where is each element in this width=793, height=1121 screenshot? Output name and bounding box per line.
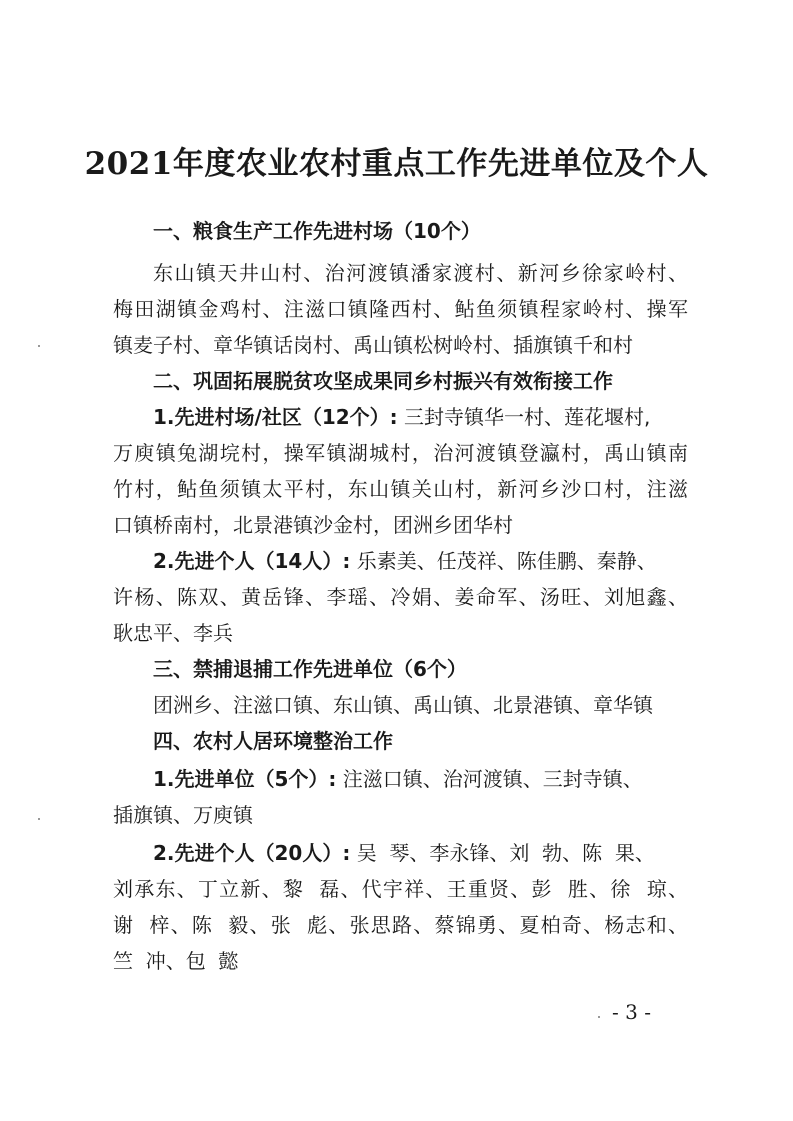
section-2-para-2-line-3: 耿忠平、李兵 <box>113 621 233 645</box>
section-1-line-1: 东山镇天井山村、治河渡镇潘家渡村、新河乡徐家岭村、 <box>153 261 688 285</box>
section-4-para-2-label: 2.先进个人（20人）: <box>153 841 351 865</box>
section-4-para-1-line-1 <box>153 764 688 794</box>
section-2-heading: 二、巩固拓展脱贫攻坚成果同乡村振兴有效衔接工作 <box>153 369 613 393</box>
section-3-heading: 三、禁捕退捕工作先进单位（6个） <box>153 657 467 681</box>
section-2-para-2-text: 乐素美、任茂祥、陈佳鹏、秦静、 <box>356 549 657 573</box>
section-2-para-2-label: 2.先进个人（14人）: <box>153 549 351 573</box>
section-4-para-2-line-1 <box>153 838 688 868</box>
page-number: - 3 - <box>612 1000 651 1024</box>
section-3-line-1: 团洲乡、注滋口镇、东山镇、禹山镇、北景港镇、章华镇 <box>153 693 653 717</box>
section-2-para-1-text: 三封寺镇华一村、莲花堰村, <box>404 405 651 429</box>
section-4-para-2-line-3: 谢 梓、陈 毅、张 彪、张思路、蔡锦勇、夏柏奇、杨志和、 <box>113 913 688 937</box>
section-1-line-3: 镇麦子村、章华镇话岗村、禹山镇松树岭村、插旗镇千和村 <box>113 333 633 357</box>
scan-speck <box>38 818 40 820</box>
section-2-para-1-label: 1.先进村场/社区（12个）: <box>153 405 398 429</box>
section-1-heading: 一、粮食生产工作先进村场（10个） <box>153 219 481 243</box>
page-title: 2021年度农业农村重点工作先进单位及个人 <box>84 146 709 182</box>
section-2-para-1-line-1 <box>153 402 688 432</box>
section-4-para-2-text: 吴 琴、李永锋、刘 勃、陈 果、 <box>356 841 655 865</box>
section-2-para-1-line-3: 竹村，鲇鱼须镇太平村，东山镇关山村，新河乡沙口村，注滋 <box>113 477 688 501</box>
section-4-para-2-line-2: 刘承东、丁立新、黎 磊、代宇祥、王重贤、彭 胜、徐 琼、 <box>113 877 688 901</box>
section-2-para-2-line-2: 许杨、陈双、黄岳锋、李瑶、冷娟、姜命军、汤旺、刘旭鑫、 <box>113 585 688 609</box>
section-1-line-2: 梅田湖镇金鸡村、注滋口镇隆西村、鲇鱼须镇程家岭村、操军 <box>113 297 688 321</box>
section-2-para-1-line-2: 万庾镇兔湖垸村，操军镇湖城村，治河渡镇登瀛村，禹山镇南 <box>113 441 688 465</box>
scan-speck <box>38 345 40 347</box>
section-2-para-1-line-4: 口镇桥南村，北景港镇沙金村，团洲乡团华村 <box>113 513 513 537</box>
scan-speck <box>598 1016 600 1018</box>
section-4-para-1-line-2: 插旗镇、万庾镇 <box>113 803 253 827</box>
section-2-para-2-line-1 <box>153 546 688 576</box>
section-4-para-1-label: 1.先进单位（5个）: <box>153 767 337 791</box>
section-4-heading: 四、农村人居环境整治工作 <box>153 729 393 753</box>
section-4-para-2-line-4: 竺 冲、包 懿 <box>113 949 239 973</box>
section-4-para-1-text: 注滋口镇、治河渡镇、三封寺镇、 <box>342 767 643 791</box>
